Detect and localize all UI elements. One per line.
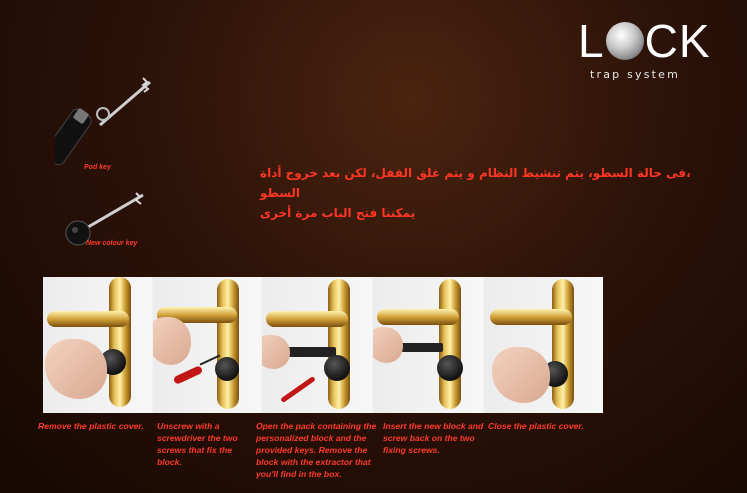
brand-logo bbox=[578, 15, 728, 83]
new-colour-key-label: New colour key bbox=[86, 240, 138, 247]
step-4-caption: Insert the new block and screw back on the two fixing screws. bbox=[383, 421, 484, 455]
step-3-caption: Open the pack containing the personalized block and the provided keys. Remove the block with the extractor that you'll find in the box. bbox=[256, 421, 377, 479]
arabic-line-1: ،فى حالة السطو، يتم تنشيط النظام و يتم غلق القفل، لكن بعد خروج أداة السطو bbox=[260, 166, 691, 200]
step-photo-2 bbox=[153, 277, 261, 413]
arabic-description bbox=[260, 163, 710, 223]
logo-wordmark bbox=[578, 15, 711, 67]
logo-o-icon bbox=[606, 22, 644, 60]
logo-letter-l: L bbox=[578, 15, 605, 67]
logo-subtitle: trap system bbox=[590, 68, 681, 81]
step-5-caption: Close the plastic cover. bbox=[488, 421, 584, 431]
step-photo-1 bbox=[43, 277, 152, 413]
instruction-photo-strip bbox=[43, 277, 603, 413]
step-photo-3 bbox=[262, 277, 372, 413]
step-2-caption: Unscrew with a screwdriver the two screws that fix the block. bbox=[157, 421, 238, 467]
logo-letters-ck: CK bbox=[644, 15, 711, 67]
pod-key-label: Pod key bbox=[84, 164, 111, 171]
arabic-line-2: يمكننا فتح الباب مرة أخرى bbox=[260, 206, 416, 220]
pod-key-icon bbox=[55, 70, 165, 175]
step-photo-5 bbox=[484, 277, 603, 413]
step-photo-4 bbox=[373, 277, 483, 413]
step-1-caption: Remove the plastic cover. bbox=[38, 421, 144, 431]
